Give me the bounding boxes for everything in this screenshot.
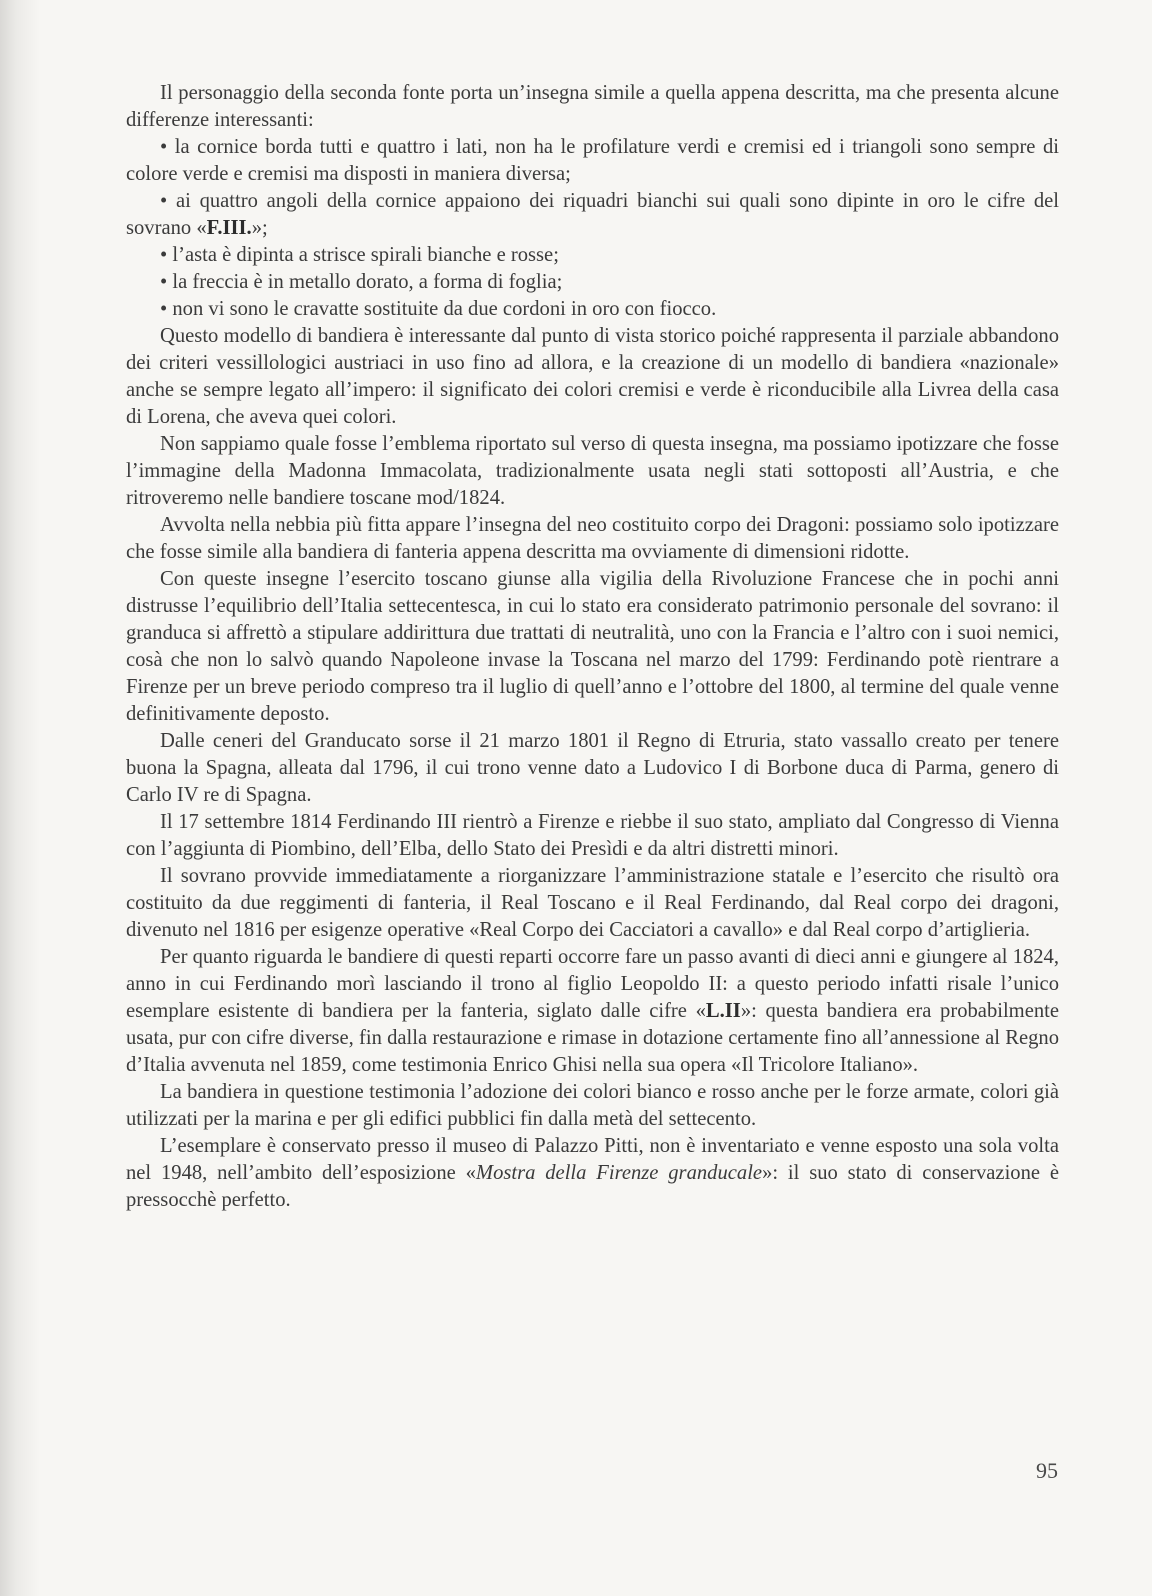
page-number: 95	[1036, 1458, 1058, 1483]
bullet-item: • non vi sono le cravatte sostituite da due cordoni in oro con fiocco.	[160, 298, 717, 320]
bullet-item: • l’asta è dipinta a strisce spirali bianche e rosse;	[160, 244, 559, 266]
paragraph: Il 17 settembre 1814 Ferdinando III rientrò a Firenze e riebbe il suo stato, ampliato dal Congresso di Vienna con l’aggiunta di Piombino, dell’Elba, dello Stato dei Presìdi e da altri distretti minori.	[126, 811, 1059, 860]
exhibition-title: Mostra della Firenze granducale	[475, 1162, 763, 1184]
paragraph: La bandiera in questione testimonia l’adozione dei colori bianco e rosso anche per le forze armate, colori già utilizzati per la marina e per gli edifici pubblici fin dalla metà del settecento.	[126, 1081, 1059, 1130]
paragraph: Con queste insegne l’esercito toscano giunse alla vigilia della Rivoluzione Francese che in pochi anni distrusse l’equilibrio dell’Italia settecentesca, in cui lo stato era considerato patrimonio personale del sovrano: il granduca si affrettò a stipulare addirittura due trattati di neutralità, uno con la Francia e l’altro con i suoi nemici, cosà che non lo salvò quando Napoleone invase la Toscana nel marzo del 1799: Ferdinando potè rientrare a Firenze per un breve periodo compreso tra il luglio di quell’anno e l’ottobre del 1800, al termine del quale venne definitivamente deposto.	[126, 568, 1059, 725]
paragraph: Non sappiamo quale fosse l’emblema riportato sul verso di questa insegna, ma possiamo ipotizzare che fosse l’immagine della Madonna Immacolata, tradizionalmente usata negli stati sottoposti all’Austria, e che ritroveremo nelle bandiere toscane mod/1824.	[126, 433, 1059, 509]
paragraph: Avvolta nella nebbia più fitta appare l’insegna del neo costituito corpo dei Dragoni: possiamo solo ipotizzare che fosse simile alla bandiera di fanteria appena descritta ma ovviamente di dimensioni ridotte.	[126, 514, 1059, 563]
bullet-item: • la freccia è in metallo dorato, a forma di foglia;	[160, 271, 563, 293]
document-body	[126, 80, 1059, 1214]
paragraph: Dalle ceneri del Granducato sorse il 21 marzo 1801 il Regno di Etruria, stato vassallo creato per tenere buona la Spagna, alleata dal 1796, il cui trono venne dato a Ludovico I di Borbone duca di Parma, genero di Carlo IV re di Spagna.	[126, 730, 1059, 806]
bullet-item: • ai quattro angoli della cornice appaiono dei riquadri bianchi sui quali sono dipinte in oro le cifre del sovrano «F.III.»;	[126, 190, 1059, 239]
paragraph: L’esemplare è conservato presso il museo di Palazzo Pitti, non è inventariato e venne esposto una sola volta nel 1948, nell’ambito dell’esposizione «Mostra della Firenze granducale»: il suo stato di conservazione è pressocchè perfetto.	[126, 1135, 1060, 1211]
paragraph: Per quanto riguarda le bandiere di questi reparti occorre fare un passo avanti di dieci anni e giungere al 1824, anno in cui Ferdinando morì lasciando il trono al figlio Leopoldo II: a questo periodo infatti risale l’unico esemplare esistente di bandiera per la fanteria, siglato dalle cifre «L.II»: questa bandiera era probabilmente usata, pur con cifre diverse, fin dalla restaurazione e rimase in dotazione certamente fino all’annessione al Regno d’Italia avvenuta nel 1859, come testimonia Enrico Ghisi nella sua opera «Il Tricolore Italiano».	[126, 946, 1059, 1076]
sovereign-cipher: F.III.	[206, 217, 252, 239]
paragraph: Il personaggio della seconda fonte porta un’insegna simile a quella appena descritta, ma che presenta alcune differenze interessanti:	[126, 82, 1059, 131]
page-edge-shadow	[0, 0, 40, 1596]
bullet-item: • la cornice borda tutti e quattro i lati, non ha le profilature verdi e cremisi ed i triangoli sono sempre di colore verde e cremisi ma disposti in maniera diversa;	[126, 136, 1059, 185]
paragraph: Questo modello di bandiera è interessante dal punto di vista storico poiché rappresenta il parziale abbandono dei criteri vessillologici austriaci in uso fino ad allora, e la creazione di un modello di bandiera «nazionale» anche se sempre legato all’impero: il significato dei colori cremisi e verde è riconducibile alla Livrea della casa di Lorena, che aveva quei colori.	[126, 325, 1059, 428]
paragraph: Il sovrano provvide immediatamente a riorganizzare l’amministrazione statale e l’esercito che risultò ora costituito da due reggimenti di fanteria, il Real Toscano e il Real Ferdinando, dal Real corpo dei dragoni, divenuto nel 1816 per esigenze operative «Real Corpo dei Cacciatori a cavallo» e dal Real corpo d’artiglieria.	[126, 865, 1059, 941]
sovereign-cipher: L.II	[705, 1000, 741, 1022]
